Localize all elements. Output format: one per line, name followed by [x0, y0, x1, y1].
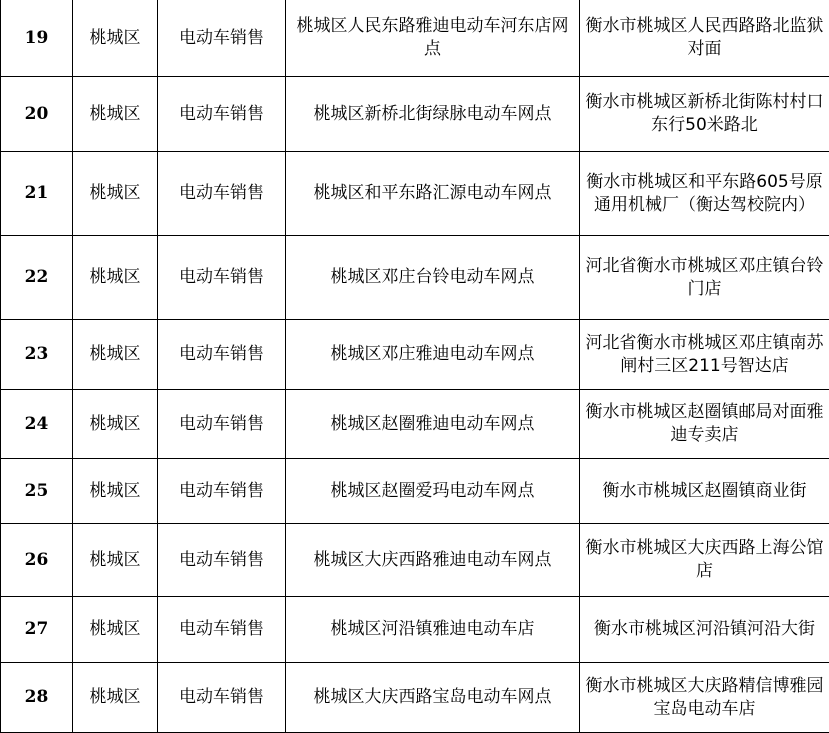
district-cell: 桃城区: [73, 390, 158, 459]
address-cell: 河北省衡水市桃城区邓庄镇南苏闸村三区211号智达店: [580, 320, 829, 390]
table-row: [1, 320, 829, 390]
address-cell: 衡水市桃城区大庆路精信博雅园宝岛电动车店: [580, 663, 829, 733]
category-cell: 电动车销售: [158, 390, 286, 459]
district-cell: 桃城区: [73, 597, 158, 663]
address-cell: 衡水市桃城区赵圈镇商业街: [580, 459, 829, 524]
row-number: 22: [1, 236, 73, 320]
district-cell: 桃城区: [73, 320, 158, 390]
table-row: [1, 597, 829, 663]
outlet-name-cell: 桃城区人民东路雅迪电动车河东店网点: [286, 0, 580, 77]
district-cell: 桃城区: [73, 459, 158, 524]
table-row: [1, 459, 829, 524]
district-cell: 桃城区: [73, 152, 158, 236]
category-cell: 电动车销售: [158, 524, 286, 597]
address-cell: 衡水市桃城区河沿镇河沿大街: [580, 597, 829, 663]
address-cell: 衡水市桃城区新桥北街陈村村口东行50米路北: [580, 77, 829, 152]
address-cell: 衡水市桃城区人民西路路北监狱对面: [580, 0, 829, 77]
address-cell: 河北省衡水市桃城区邓庄镇台铃门店: [580, 236, 829, 320]
category-cell: 电动车销售: [158, 0, 286, 77]
outlet-name-cell: 桃城区邓庄台铃电动车网点: [286, 236, 580, 320]
table-row: [1, 524, 829, 597]
outlet-name-cell: 桃城区赵圈爱玛电动车网点: [286, 459, 580, 524]
category-cell: 电动车销售: [158, 320, 286, 390]
outlet-name-cell: 桃城区赵圈雅迪电动车网点: [286, 390, 580, 459]
district-cell: 桃城区: [73, 524, 158, 597]
outlet-name-cell: 桃城区和平东路汇源电动车网点: [286, 152, 580, 236]
table-row: [1, 390, 829, 459]
district-cell: 桃城区: [73, 663, 158, 733]
table-row: [1, 152, 829, 236]
outlet-name-cell: 桃城区大庆西路宝岛电动车网点: [286, 663, 580, 733]
category-cell: 电动车销售: [158, 663, 286, 733]
table-row: [1, 663, 829, 733]
address-cell: 衡水市桃城区大庆西路上海公馆店: [580, 524, 829, 597]
category-cell: 电动车销售: [158, 152, 286, 236]
outlet-name-cell: 桃城区大庆西路雅迪电动车网点: [286, 524, 580, 597]
address-cell: 衡水市桃城区赵圈镇邮局对面雅迪专卖店: [580, 390, 829, 459]
row-number: 21: [1, 152, 73, 236]
category-cell: 电动车销售: [158, 459, 286, 524]
row-number: 25: [1, 459, 73, 524]
district-cell: 桃城区: [73, 77, 158, 152]
table-row: [1, 77, 829, 152]
district-cell: 桃城区: [73, 0, 158, 77]
row-number: 28: [1, 663, 73, 733]
district-cell: 桃城区: [73, 236, 158, 320]
row-number: 26: [1, 524, 73, 597]
outlet-name-cell: 桃城区河沿镇雅迪电动车店: [286, 597, 580, 663]
category-cell: 电动车销售: [158, 597, 286, 663]
table-row: [1, 236, 829, 320]
outlet-name-cell: 桃城区邓庄雅迪电动车网点: [286, 320, 580, 390]
table-row: [1, 0, 829, 77]
row-number: 24: [1, 390, 73, 459]
row-number: 20: [1, 77, 73, 152]
category-cell: 电动车销售: [158, 236, 286, 320]
row-number: 19: [1, 0, 73, 77]
row-number: 23: [1, 320, 73, 390]
category-cell: 电动车销售: [158, 77, 286, 152]
address-cell: 衡水市桃城区和平东路605号原通用机械厂（衡达驾校院内）: [580, 152, 829, 236]
outlet-name-cell: 桃城区新桥北街绿脉电动车网点: [286, 77, 580, 152]
row-number: 27: [1, 597, 73, 663]
